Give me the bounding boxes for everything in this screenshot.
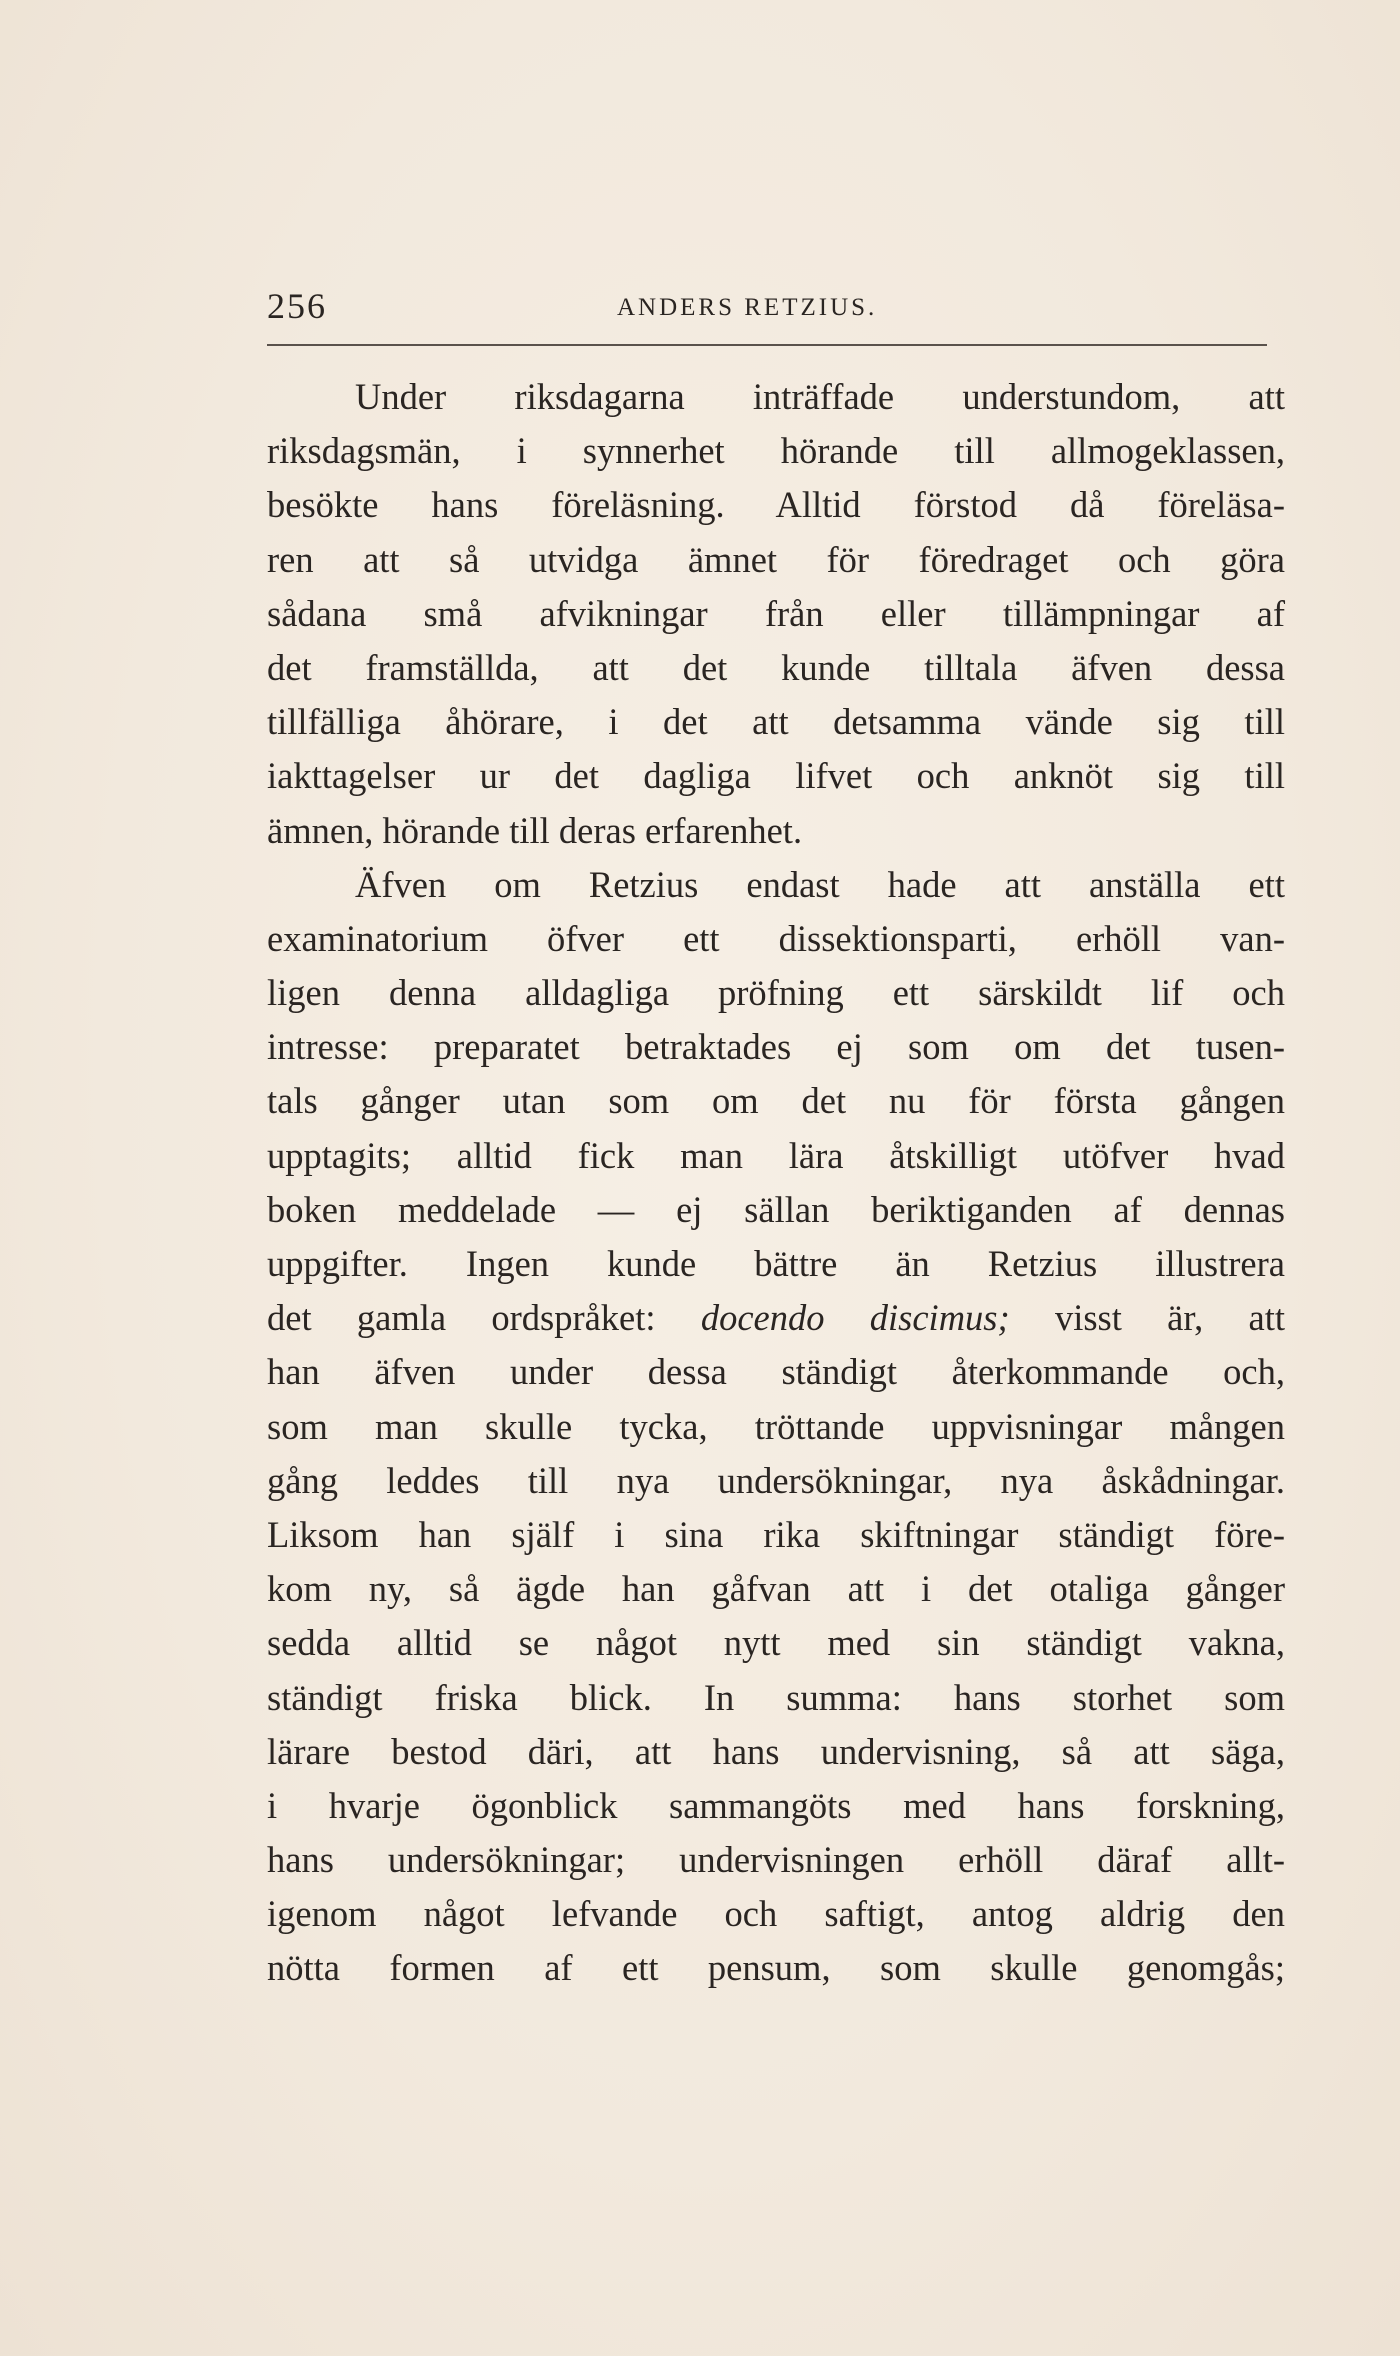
text-line-29: igenom något lefvande och saftigt, antog aldrig den bbox=[267, 1893, 1285, 1935]
text-line-12: ligen denna alldagliga pröfning ett särskildt lif och bbox=[267, 972, 1285, 1014]
text-line-16: boken meddelade — ej sällan beriktiganden af dennas bbox=[267, 1188, 1285, 1230]
text-line-17: uppgifter. Ingen kunde bättre än Retzius illustrera bbox=[267, 1243, 1285, 1284]
text-line-18-before: det gamla ordspråket: bbox=[267, 1297, 701, 1339]
text-line-3: besökte hans föreläsning. Alltid förstod då föreläsa- bbox=[267, 484, 1285, 526]
text-line-24: sedda alltid se något nytt med sin ständigt vakna, bbox=[267, 1622, 1285, 1664]
text-line-7: tillfälliga åhörare, i det att detsamma vände sig till bbox=[267, 701, 1285, 743]
text-line-11: examinatorium öfver ett dissektionsparti, erhöll van- bbox=[267, 917, 1285, 959]
text-line-23: kom ny, så ägde han gåfvan att i det otaliga gånger bbox=[267, 1568, 1285, 1610]
text-line-4: ren att så utvidga ämnet för föredraget och göra bbox=[267, 538, 1285, 580]
text-line-22: Liksom han själf i sina rika skiftningar ständigt före- bbox=[267, 1513, 1285, 1555]
text-line-5: sådana små afvikningar från eller tillämpningar af bbox=[267, 592, 1285, 634]
text-line-1: Under riksdagarna inträffade understundom, att bbox=[355, 376, 1285, 417]
text-line-19: han äfven under dessa ständigt återkommande och, bbox=[267, 1351, 1285, 1393]
text-line-21: gång leddes till nya undersökningar, nya åskådningar. bbox=[267, 1459, 1285, 1501]
text-line-25: ständigt friska blick. In summa: hans storhet som bbox=[267, 1676, 1285, 1718]
body-text bbox=[267, 370, 1285, 1996]
text-line-2: riksdagsmän, i synnerhet hörande till allmogeklassen, bbox=[267, 430, 1285, 472]
text-line-28: hans undersökningar; undervisningen erhöll däraf allt- bbox=[267, 1839, 1285, 1881]
text-line-10: Äfven om Retzius endast hade att anställa ett bbox=[355, 863, 1285, 905]
page-header bbox=[267, 280, 1267, 332]
text-line-27: i hvarje ögonblick sammangöts med hans forskning, bbox=[267, 1784, 1285, 1826]
text-line-6: det framställda, att det kunde tilltala äfven dessa bbox=[267, 646, 1285, 688]
text-line-18 bbox=[267, 1291, 1285, 1345]
text-line-30: nötta formen af ett pensum, som skulle genomgås; bbox=[267, 1947, 1285, 1989]
text-line-13: intresse: preparatet betraktades ej som om det tusen- bbox=[267, 1026, 1285, 1068]
text-line-14: tals gånger utan som om det nu för första gången bbox=[267, 1080, 1285, 1122]
text-line-18-after: visst är, att bbox=[1009, 1297, 1285, 1339]
text-line-15: upptagits; alltid fick man lära åtskilligt utöfver hvad bbox=[267, 1134, 1285, 1176]
text-line-8: iakttagelser ur det dagliga lifvet och anknöt sig till bbox=[267, 755, 1285, 797]
text-line-20: som man skulle tycka, tröttande uppvisningar mången bbox=[267, 1405, 1285, 1447]
text-line-9: ämnen, hörande till deras erfarenhet. bbox=[267, 809, 803, 851]
page-number: 256 bbox=[267, 286, 327, 326]
running-head: ANDERS RETZIUS. bbox=[617, 294, 878, 321]
latin-phrase: docendo discimus; bbox=[700, 1297, 1010, 1339]
header-rule bbox=[267, 344, 1267, 346]
text-line-26: lärare bestod däri, att hans undervisning, så att säga, bbox=[267, 1730, 1285, 1772]
